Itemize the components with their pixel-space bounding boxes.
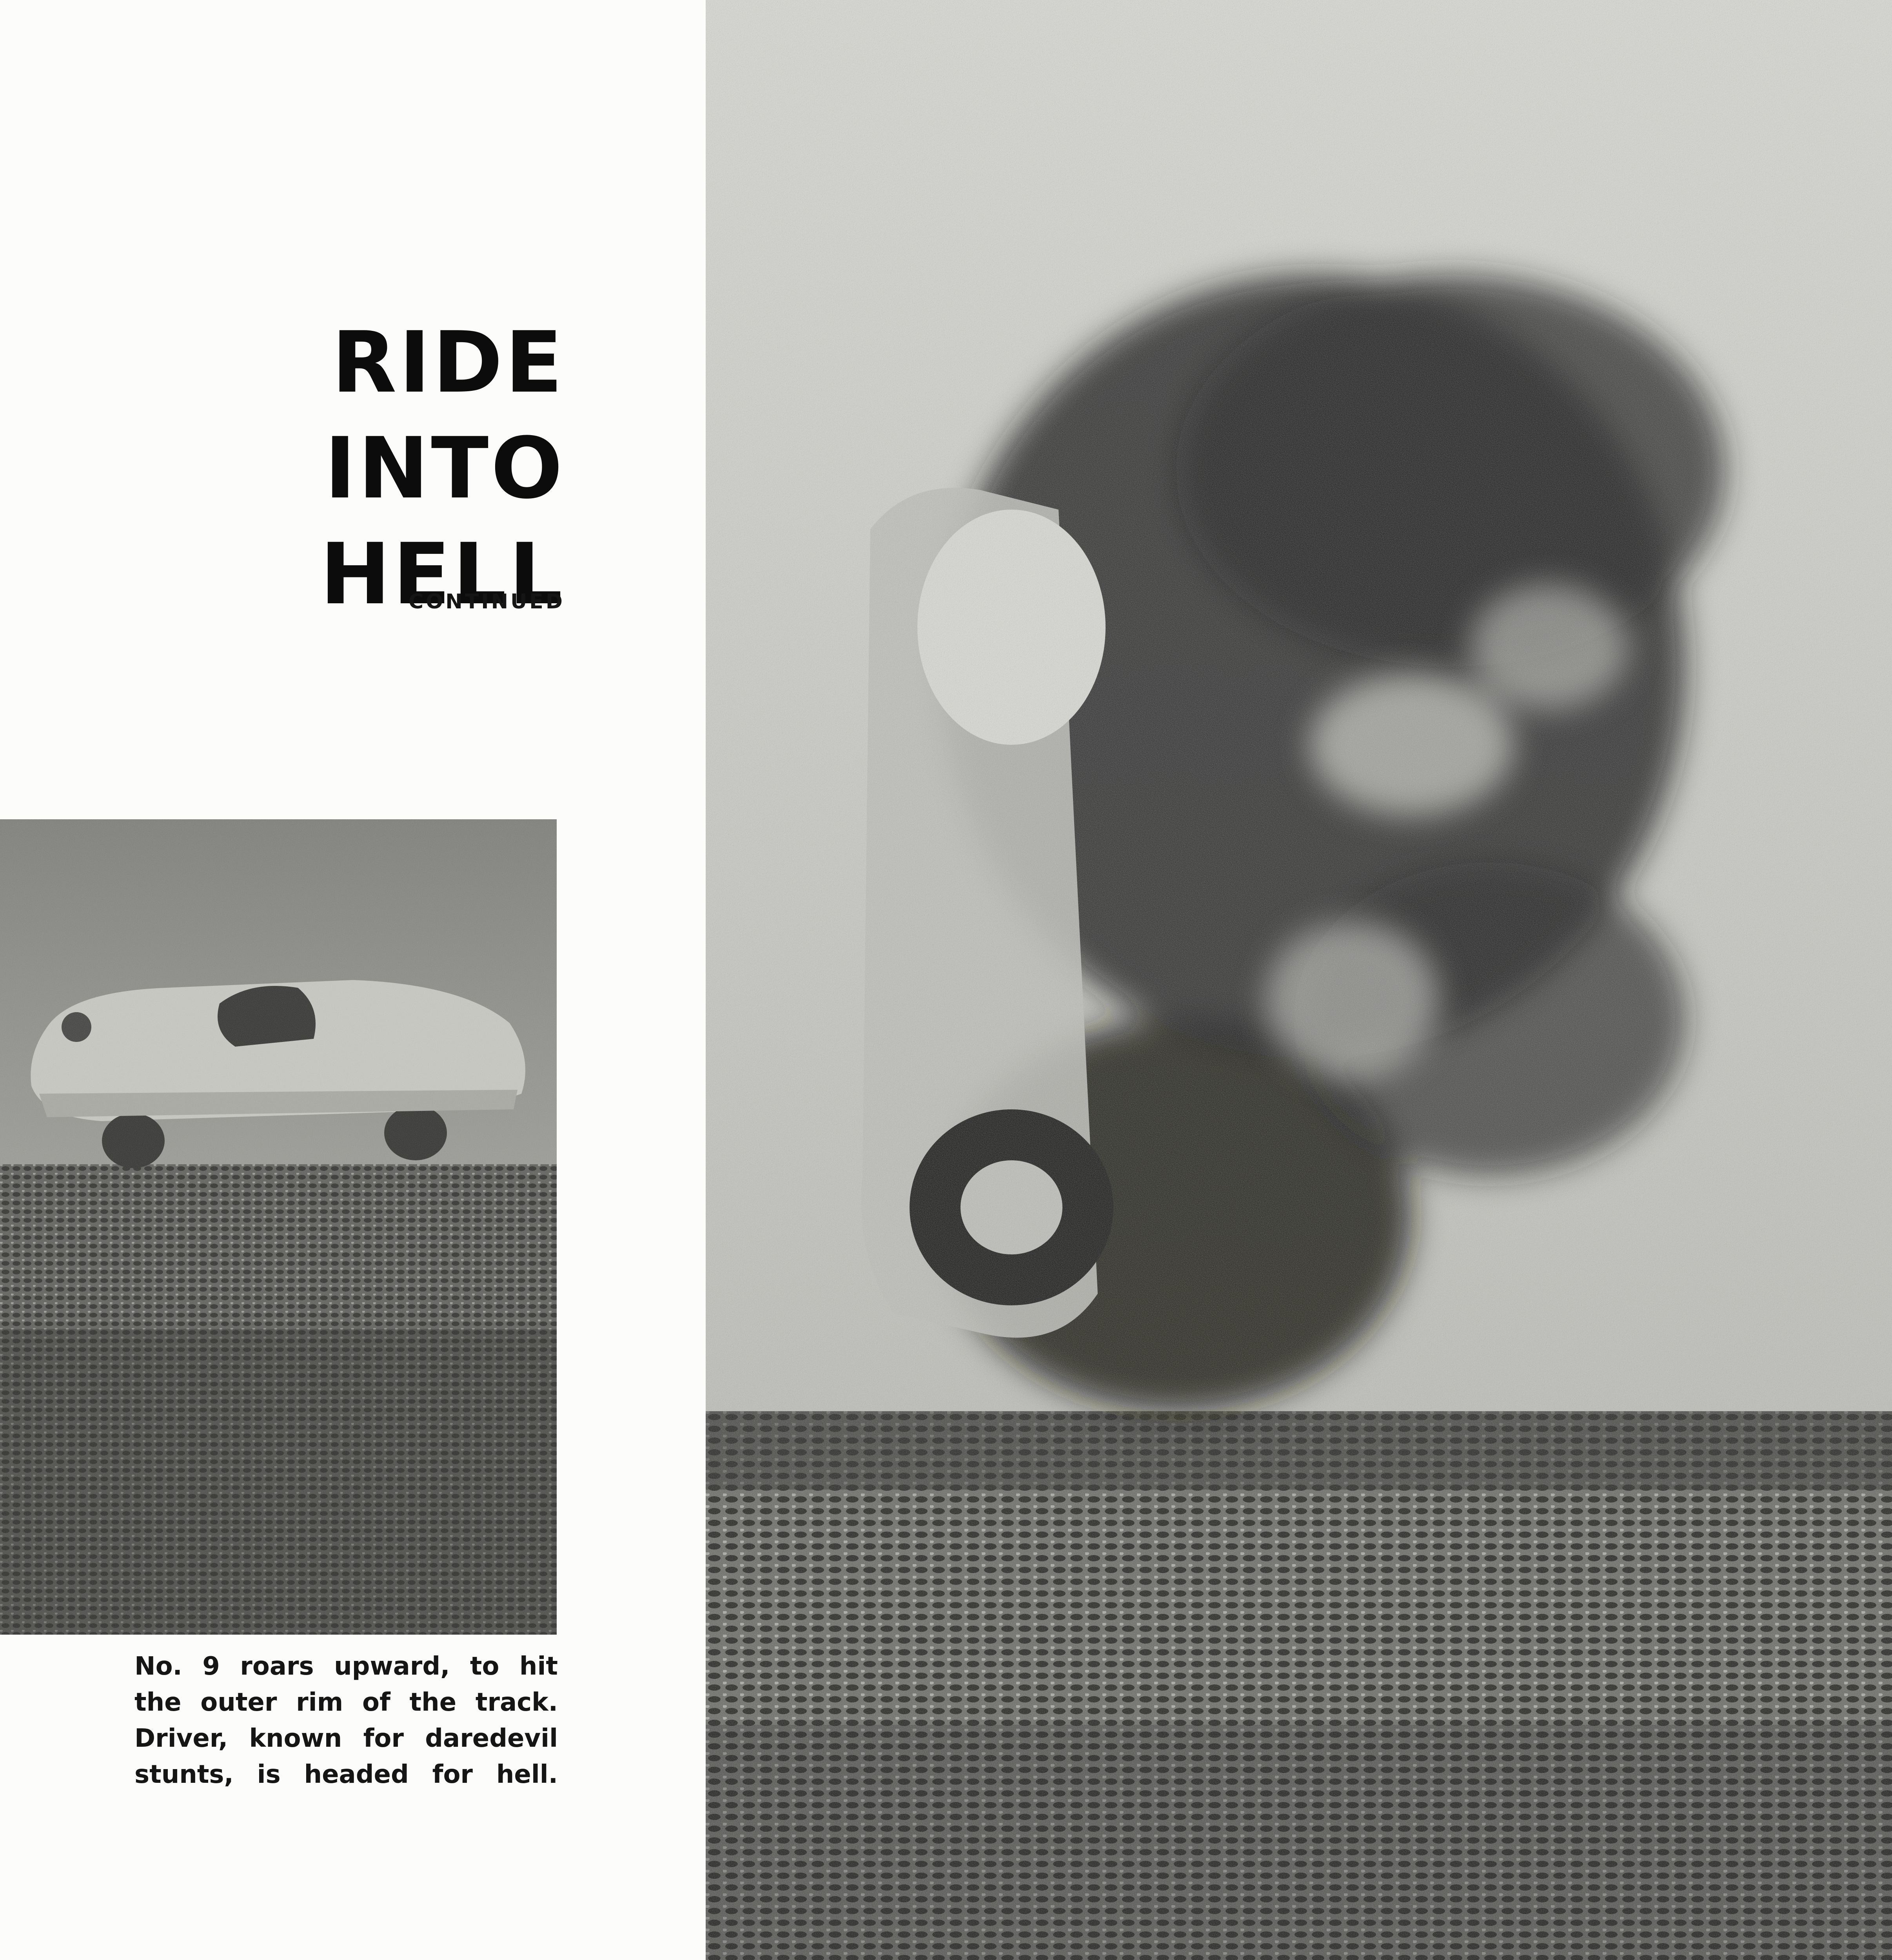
continued-label: CONTINUED <box>409 590 565 613</box>
caption-line: stunts, is headed for hell. <box>134 1757 558 1793</box>
title-line: RIDE <box>320 310 565 416</box>
caption-line: the outer rim of the track. <box>134 1684 558 1720</box>
title-line: HELL <box>320 521 565 627</box>
title-line: INTO <box>320 416 565 521</box>
caption-line: Driver, known for daredevil <box>134 1720 558 1757</box>
caption-line: No. 9 roars upward, to hit <box>134 1648 558 1684</box>
